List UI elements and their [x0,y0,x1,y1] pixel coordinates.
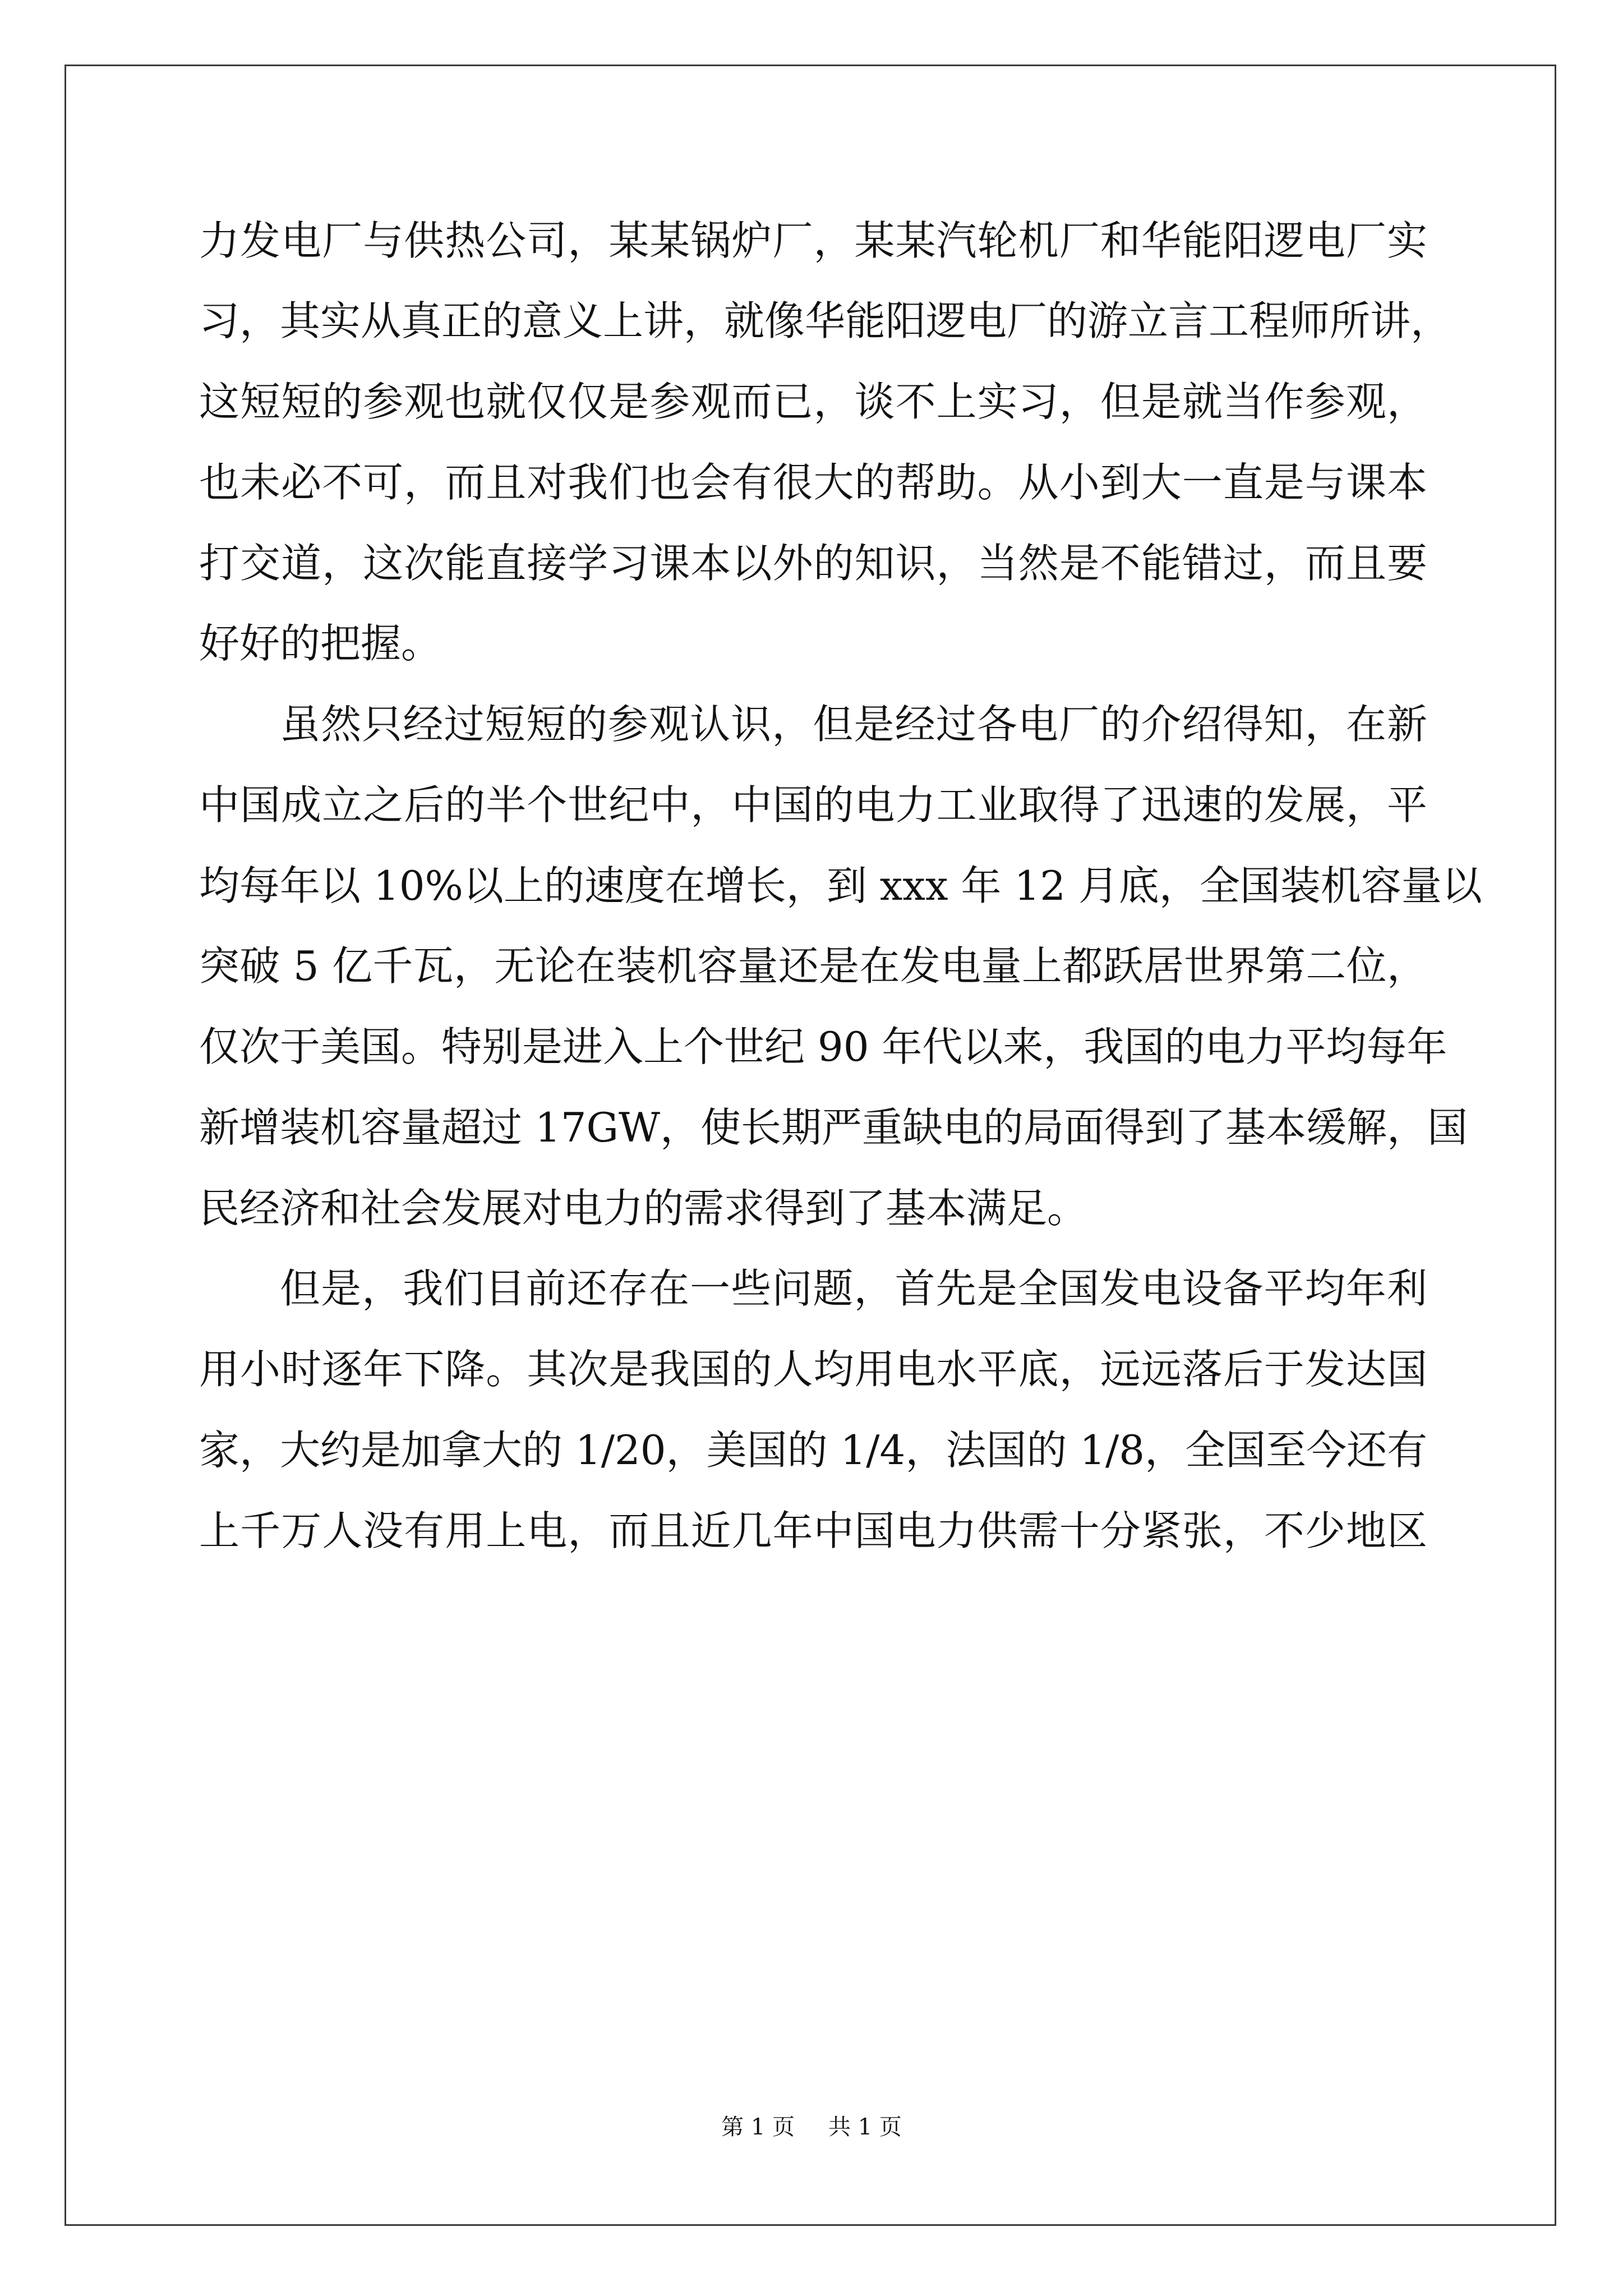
text-line: 均每年以 10%以上的速度在增长，到 xxx 年 12 月底，全国装机容量以 [199,862,1482,909]
text-line: 中国成立之后的半个世纪中，中国的电力工业取得了迅速的发展，平 [199,781,1427,829]
text-line: 民经济和社会发展对电力的需求得到了基本满足。 [199,1185,1088,1232]
text-line: 仅次于美国。特别是进入上个世纪 90 年代以来，我国的电力平均每年 [199,1023,1447,1070]
page-number: 第 1 页 [721,2114,795,2140]
text-line: 用小时逐年下降。其次是我国的人均用电水平底，远远落后于发达国 [199,1346,1427,1393]
text-line: 打交道，这次能直接学习课本以外的知识，当然是不能错过，而且要 [199,540,1427,587]
page-footer [0,2109,1623,2141]
text-line: 习，其实从真正的意义上讲，就像华能阳逻电厂的游立言工程师所讲， [199,297,1451,344]
text-line: 突破 5 亿千瓦，无论在装机容量还是在发电量上都跃居世界第二位， [199,942,1427,990]
page-total: 共 1 页 [828,2114,902,2140]
paragraph-first-line: 虽然只经过短短的参观认识，但是经过各电厂的介绍得知，在新 [280,701,1427,748]
text-line: 也未必不可，而且对我们也会有很大的帮助。从小到大一直是与课本 [199,459,1427,506]
text-line: 这短短的参观也就仅仅是参观而已，谈不上实习，但是就当作参观， [199,378,1427,425]
text-line: 上千万人没有用上电，而且近几年中国电力供需十分紧张，不少地区 [199,1507,1427,1554]
paragraph-first-line: 但是，我们目前还存在一些问题，首先是全国发电设备平均年利 [280,1265,1427,1312]
text-line: 力发电厂与供热公司，某某锅炉厂，某某汽轮机厂和华能阳逻电厂实 [199,217,1427,264]
text-line: 好好的把握。 [199,620,442,667]
text-line: 家，大约是加拿大的 1/20，美国的 1/4，法国的 1/8，全国至今还有 [199,1427,1428,1474]
text-line: 新增装机容量超过 17GW，使长期严重缺电的局面得到了基本缓解，国 [199,1104,1468,1151]
